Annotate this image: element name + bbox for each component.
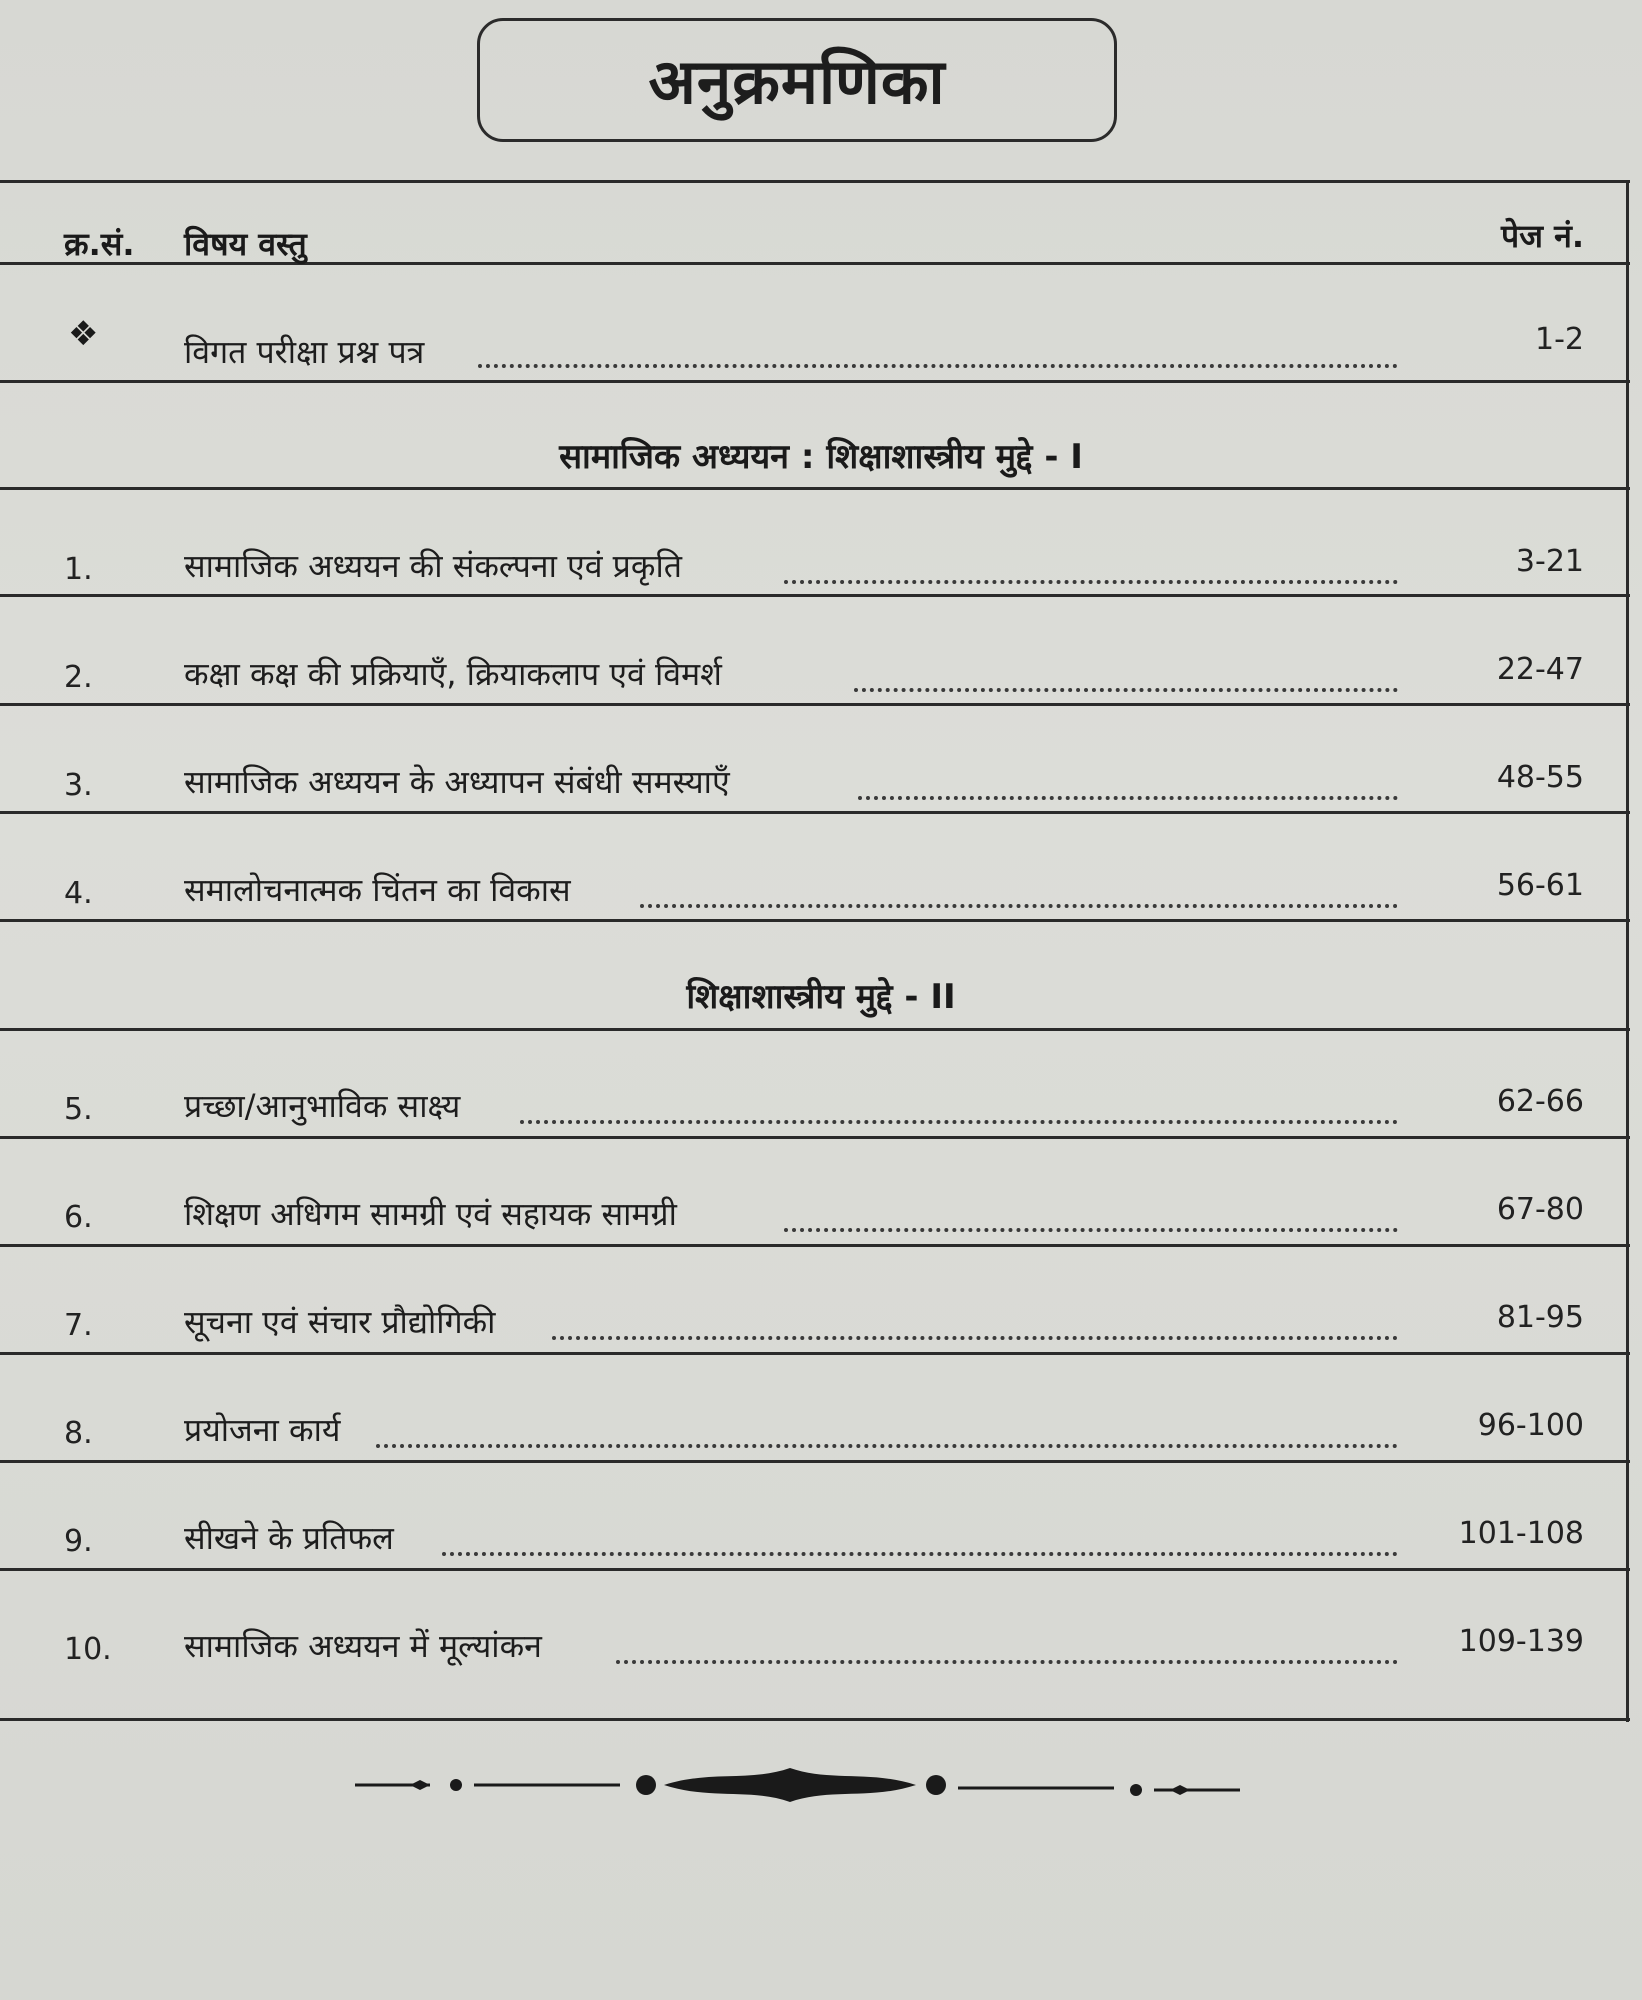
row-divider bbox=[0, 1244, 1630, 1247]
section-title-1: सामाजिक अध्ययन : शिक्षाशास्त्रीय मुद्दे - I bbox=[559, 437, 1083, 477]
toc-row-pages: 22-47 bbox=[1496, 652, 1584, 687]
row-divider bbox=[0, 1136, 1630, 1139]
toc-row-label: सूचना एवं संचार प्रौद्योगिकी bbox=[184, 1303, 496, 1341]
toc-row-number: 3. bbox=[64, 768, 93, 803]
row-divider bbox=[0, 703, 1630, 706]
toc-row-pages: 81-95 bbox=[1496, 1300, 1584, 1335]
toc-row-number: 10. bbox=[64, 1632, 112, 1667]
toc-row-label: शिक्षण अधिगम सामग्री एवं सहायक सामग्री bbox=[184, 1195, 677, 1233]
toc-row-label: प्रयोजना कार्य bbox=[184, 1411, 341, 1449]
row-divider bbox=[0, 1028, 1630, 1031]
table-right-border bbox=[1626, 180, 1629, 1722]
toc-row-number: 9. bbox=[64, 1524, 93, 1559]
title-box bbox=[477, 18, 1117, 142]
row-divider bbox=[0, 919, 1630, 922]
row-divider bbox=[0, 380, 1630, 383]
subject-column-header: विषय वस्तु bbox=[184, 225, 307, 263]
row-divider bbox=[0, 487, 1630, 490]
row-divider bbox=[0, 594, 1630, 597]
toc-row-number: 7. bbox=[64, 1308, 93, 1343]
decorative-divider-icon bbox=[350, 1760, 1250, 1810]
row-divider bbox=[0, 811, 1630, 814]
toc-row-label: सामाजिक अध्ययन के अध्यापन संबंधी समस्याएँ bbox=[184, 763, 730, 801]
dot-leader bbox=[784, 580, 1398, 584]
toc-row-label: समालोचनात्मक चिंतन का विकास bbox=[184, 871, 571, 909]
toc-row-pages: 96-100 bbox=[1477, 1408, 1584, 1443]
page-column-header: पेज नं. bbox=[1501, 217, 1584, 255]
diamond-bullet-icon: ❖ bbox=[68, 314, 99, 354]
toc-row-label: प्रच्छा/आनुभाविक साक्ष्य bbox=[184, 1087, 461, 1125]
toc-row-label: विगत परीक्षा प्रश्न पत्र bbox=[184, 333, 425, 371]
toc-row-number: 6. bbox=[64, 1200, 93, 1235]
toc-row-label: कक्षा कक्ष की प्रक्रियाएँ, क्रियाकलाप एवं विमर्श bbox=[184, 655, 722, 693]
row-divider bbox=[0, 1460, 1630, 1463]
dot-leader bbox=[616, 1660, 1398, 1664]
toc-row-number: 4. bbox=[64, 876, 93, 911]
table-top-border bbox=[0, 180, 1630, 183]
dot-leader bbox=[640, 904, 1398, 908]
dot-leader bbox=[854, 688, 1398, 692]
dot-leader bbox=[552, 1336, 1398, 1340]
page-title: अनुक्रमणिका bbox=[648, 45, 946, 118]
toc-row-pages: 3-21 bbox=[1515, 544, 1584, 579]
toc-row-pages: 62-66 bbox=[1496, 1084, 1584, 1119]
section-title-2: शिक्षाशास्त्रीय मुद्दे - II bbox=[686, 977, 956, 1017]
row-divider bbox=[0, 1352, 1630, 1355]
dot-leader bbox=[478, 364, 1398, 368]
toc-row-pages: 56-61 bbox=[1496, 868, 1584, 903]
row-divider bbox=[0, 1568, 1630, 1571]
toc-row-pages: 109-139 bbox=[1458, 1624, 1584, 1659]
toc-row-number: 1. bbox=[64, 552, 93, 587]
toc-row-pages: 1-2 bbox=[1535, 322, 1584, 357]
toc-row-label: सामाजिक अध्ययन की संकल्पना एवं प्रकृति bbox=[184, 547, 682, 585]
serial-column-header: क्र.सं. bbox=[64, 225, 135, 263]
dot-leader bbox=[376, 1444, 1398, 1448]
dot-leader bbox=[784, 1228, 1398, 1232]
dot-leader bbox=[442, 1552, 1398, 1556]
table-bottom-border bbox=[0, 1718, 1630, 1721]
toc-row-pages: 101-108 bbox=[1458, 1516, 1584, 1551]
toc-row-pages: 48-55 bbox=[1496, 760, 1584, 795]
dot-leader bbox=[520, 1120, 1398, 1124]
toc-row-number: 8. bbox=[64, 1416, 93, 1451]
toc-row-label: सीखने के प्रतिफल bbox=[184, 1519, 394, 1557]
toc-row-pages: 67-80 bbox=[1496, 1192, 1584, 1227]
toc-row-number: 2. bbox=[64, 660, 93, 695]
toc-row-label: सामाजिक अध्ययन में मूल्यांकन bbox=[184, 1627, 542, 1665]
toc-row-number: 5. bbox=[64, 1092, 93, 1127]
dot-leader bbox=[858, 796, 1398, 800]
